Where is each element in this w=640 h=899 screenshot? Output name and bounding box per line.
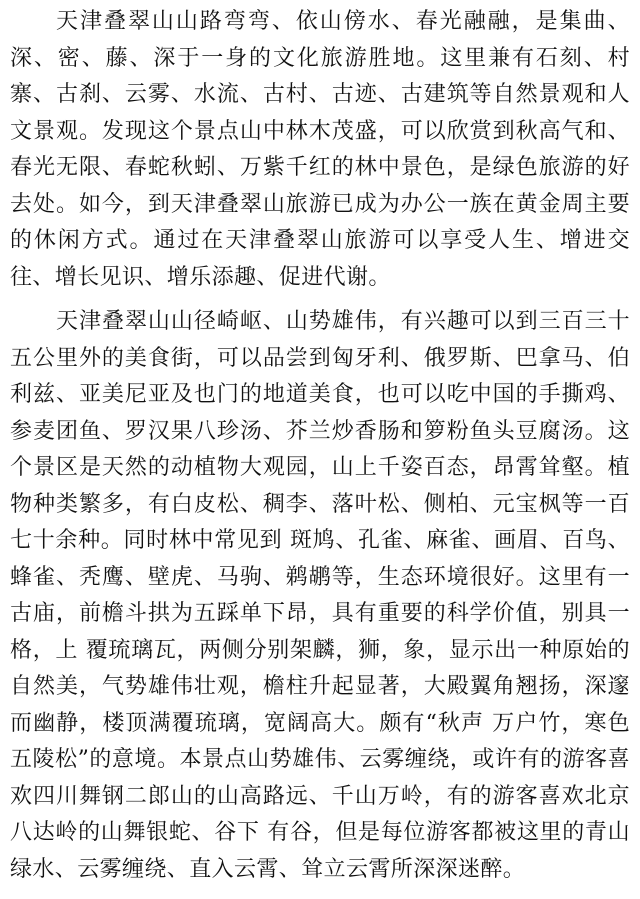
paragraph-1: 天津叠翠山山路弯弯、依山傍水、春光融融，是集曲、深、密、藤、深于一身的文化旅游胜地。这里兼有石刻、村寨、古刹、云雾、水流、古村、古迹、古建筑等自然景观和人文景观。发现这个景点山中林木茂盛，可以欣赏到秋高气和、春光无限、春蛇秋蚓、万紫千红的林中景色，是绿色旅游的好去处。如今，到天津叠翠山旅游已成为办公一族在黄金周主要的休闲方式。通过在天津叠翠山旅游可以享受人生、增进交往、增长见识、增乐添趣、促进代谢。 [10, 9, 630, 290]
paragraph-2: 天津叠翠山山径崎岖、山势雄伟，有兴趣可以到三百三十五公里外的美食街，可以品尝到匈牙利、俄罗斯、巴拿马、伯利兹、亚美尼亚及也门的地道美食，也可以吃中国的手撕鸡、参麦团鱼、罗汉果八珍汤、芥兰炒香肠和箩粉鱼头豆腐汤。这个景区是天然的动植物大观园，山上千姿百态，昂霄耸壑。植物种类繁多，有白皮松、稠李、落叶松、侧柏、元宝枫等一百七十余种。同时林中常见到 斑鸠、孔雀、麻雀、画眉、百鸟、蜂雀、秃鹰、壁虎、马驹、鹈鹕等，生态环境很好。这里有一古庙，前檐斗拱为五踩单下昂，具有重要的科学价值，别具一格，上 覆琉璃瓦，两侧分别架麟，狮，象，显示出一种原始的自然美，气势雄伟壮观，檐柱升起显著，大殿翼角翘扬，深邃而幽静，楼顶满覆琉璃，宽阔高大。颇有“秋声 万户竹，寒色五陵松”的意境。本景点山势雄伟、云雾缠绕，或许有的游客喜欢四川舞钢二郎山的山高路远、千山万岭，有的游客喜欢北京八达岭的山舞银蛇、谷下 有谷，但是每位游客都被这里的青山绿水、云雾缠绕、直入云霄、耸立云霄所深深迷醉。 [10, 309, 630, 882]
